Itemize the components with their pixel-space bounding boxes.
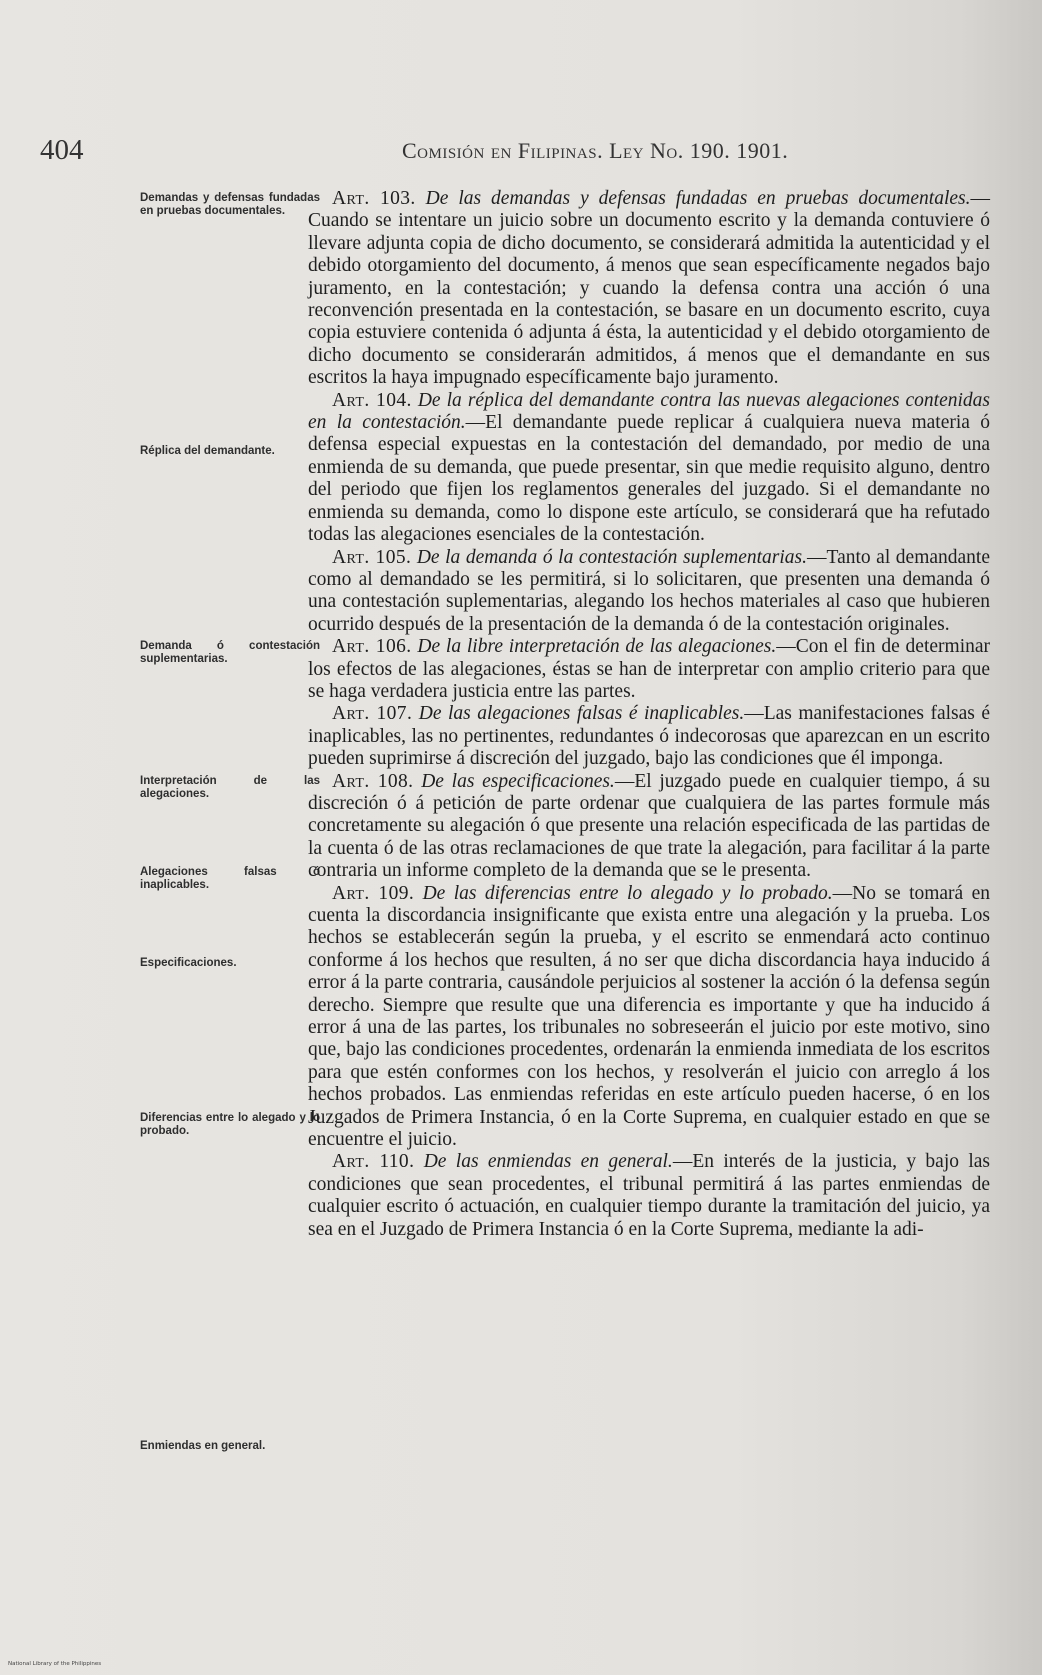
article-title: De la libre interpretación de las alegaciones.: [417, 636, 777, 658]
article-title: De la réplica del demandante contra las nuevas alegaciones contenidas en la contestación.: [308, 389, 991, 434]
margin-note: Réplica del demandante.: [140, 445, 275, 457]
article-text: —El juzgado puede en cualquier tiempo, á su discreción ó á petición de parte ordenar que cualquiera de las partes formule más concretamente su alegación ó que presente una relación especificada de las partidas de la cuenta ó de las otras reclamaciones de que trate la alegación, para facilitar á la parte contraria un informe completo de la demanda que se le presenta.: [308, 770, 991, 882]
running-title: Comisión en Filipinas. Ley No. 190. 1901.: [402, 138, 789, 163]
article-103: [308, 188, 990, 390]
article-label: Art. 104.: [332, 389, 412, 411]
margin-note: Demandas y defensas fundadas en pruebas documentales.: [140, 192, 320, 217]
article-label: Art. 110.: [332, 1151, 415, 1173]
article-text: —No se tomará en cuenta la discordancia insignificante que exista entre una alegación y la prueba. Los hechos se establecerán según la prueba, y el escrito se enmendará acto continuo conforme á los hechos que resulten, á no ser que dicha discordancia haya inducido á error á la parte contraria, causándole perjuicios al sostener la acción ó la defensa según derecho. Siempre que resulte que una diferencia es importante y que ha inducido á error á una de las partes, los tribunales no sobreseerán el juicio por este motivo, sino que, bajo las condiciones procedentes, ordenarán la enmienda inmediata de los escritos para que estén conformes con los hechos, y resolverán el juicio con arreglo á los hechos probados. Las enmiendas referidas en este artículo pueden hacerse, ó en los Juzgados de Primera Instancia, ó en la Corte Suprema, en cualquier estado en que se encuentre el juicio.: [308, 882, 991, 1151]
footer-credit: National Library of the Philippines: [8, 1661, 102, 1667]
article-106: [308, 636, 990, 703]
article-108: [308, 771, 990, 883]
article-title: De las demandas y defensas fundadas en pruebas documentales.: [425, 188, 971, 209]
article-110: [308, 1151, 990, 1241]
article-title: De las alegaciones falsas é inaplicables.: [418, 703, 745, 725]
article-label: Art. 105.: [332, 546, 412, 568]
margin-note: Demanda ó contestación suplementarias.: [140, 640, 320, 665]
article-title: De las diferencias entre lo alegado y lo probado.: [422, 882, 833, 904]
article-title: De la demanda ó la contestación suplementarias.: [416, 546, 808, 568]
page-number: 404: [40, 134, 84, 166]
article-text: —Tanto al demandante como al demandado se les permitirá, si lo solicitaren, que presenten una demanda ó una contestación suplementarias, alegando los hechos materiales al caso que hubieren ocurrido después de la presentación de la demanda ó de la contestación originales.: [308, 546, 991, 635]
page-header: [40, 128, 980, 168]
margin-note: Enmiendas en general.: [140, 1440, 266, 1452]
article-105: [308, 547, 990, 637]
article-107: [308, 703, 990, 770]
article-104: [308, 390, 990, 547]
margin-note: Diferencias entre lo alegado y lo probado.: [140, 1112, 320, 1137]
article-label: Art. 106.: [332, 636, 412, 658]
body-text: [308, 188, 990, 1241]
article-label: Art. 109.: [332, 882, 415, 904]
margin-note: Alegaciones falsas ó inaplicables.: [140, 866, 320, 891]
margin-note: Interpretación de las alegaciones.: [140, 775, 320, 800]
margin-note: Especificaciones.: [140, 957, 237, 969]
article-title: De las especificaciones.: [421, 770, 615, 792]
article-text: —Cuando se intentare un juicio sobre un documento escrito y la demanda contuviere ó llevare adjunta copia de dicho documento, se considerará admitida la autenticidad y el debido otorgamiento del documento, á menos que sean específicamente negados bajo juramento, en la contestación; y cuando la defensa contra una acción ó una reconvención presentada en la contestación, se basare en un documento escrito, cuya copia estuviere contenida ó adjunta á ésta, la autenticidad y el debido otorgamiento de dicho documento se considerarán admitidos, á menos que el demandante en sus escritos la haya impugnado específicamente bajo juramento.: [308, 188, 990, 389]
article-109: [308, 883, 990, 1152]
article-label: Art. 103.: [332, 188, 416, 209]
article-text: —Con el fin de determinar los efectos de las alegaciones, éstas se han de interpretar con amplio criterio para que se haga verdadera justicia entre las partes.: [308, 636, 991, 702]
article-text: —En interés de la justicia, y bajo las condiciones que sean procedentes, el tribunal permitirá á las partes enmiendas de cualquier escrito ó actuación, en cualquier tiempo durante la tramitación del juicio, ya sea en el Juzgado de Primera Instancia ó en la Corte Suprema, mediante la adi-: [308, 1151, 990, 1240]
article-label: Art. 107.: [332, 703, 413, 725]
article-text: —El demandante puede replicar á cualquiera nueva materia ó defensa especial expuestas en la contestación del demandado, por medio de una enmienda de su demanda, que puede presentar, sin que medie requisito alguno, dentro del periodo que fijen los reglamentos generales del juzgado. Si el demandante no enmienda su demanda, como lo dispone este artículo, se considerará que ha refutado todas las alegaciones esenciales de la contestación.: [308, 412, 990, 546]
article-title: De las enmiendas en general.: [423, 1151, 673, 1173]
article-text: —Las manifestaciones falsas é inaplicables, las no pertinentes, redundantes ó indecorosas que aparezcan en un escrito pueden suprimirse á discreción del juzgado, bajo las condiciones que él imponga.: [308, 703, 991, 770]
article-label: Art. 108.: [332, 770, 414, 792]
